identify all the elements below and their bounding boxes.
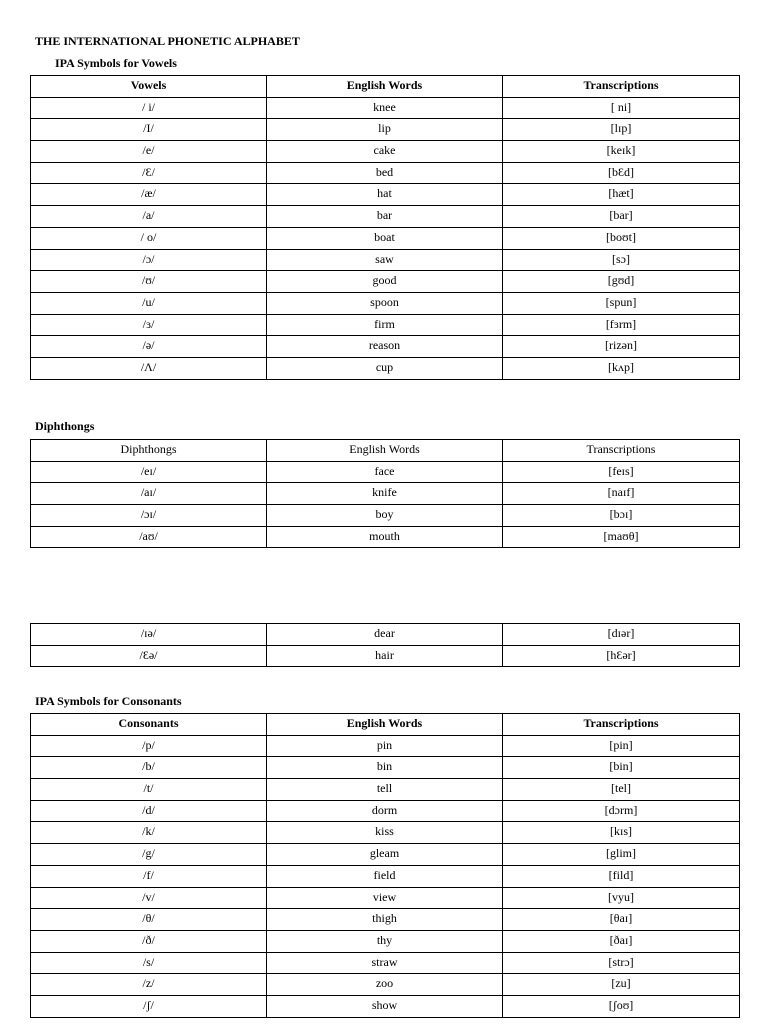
table-row <box>31 909 740 931</box>
transcription-cell: [ ni] <box>503 97 740 119</box>
word-cell: bin <box>267 757 503 779</box>
table-row <box>31 800 740 822</box>
vowels-section-title: IPA Symbols for Vowels <box>55 56 177 70</box>
word-cell: view <box>267 887 503 909</box>
table-row <box>31 271 740 293</box>
word-cell: gleam <box>267 844 503 866</box>
table-row <box>31 97 740 119</box>
word-cell: dear <box>267 624 503 646</box>
symbol-cell: /Ɛ/ <box>31 162 267 184</box>
transcription-cell: [lɪp] <box>503 119 740 141</box>
diphthongs-table <box>30 439 740 548</box>
transcription-cell: [kɪs] <box>503 822 740 844</box>
symbol-cell: /u/ <box>31 292 267 314</box>
table-row <box>31 757 740 779</box>
transcription-cell: [kʌp] <box>503 357 740 379</box>
symbol-cell: /θ/ <box>31 909 267 931</box>
column-header: Consonants <box>31 714 267 736</box>
word-cell: bar <box>267 206 503 228</box>
symbol-cell: /ð/ <box>31 930 267 952</box>
transcription-cell: [hæt] <box>503 184 740 206</box>
consonants-section-title: IPA Symbols for Consonants <box>35 694 182 708</box>
word-cell: zoo <box>267 974 503 996</box>
table-row <box>31 206 740 228</box>
table-row <box>31 735 740 757</box>
symbol-cell: /Ɛə/ <box>31 645 267 667</box>
table-row <box>31 995 740 1017</box>
table-header-row <box>31 76 740 98</box>
transcription-cell: [maʊθ] <box>503 526 740 548</box>
symbol-cell: /v/ <box>31 887 267 909</box>
symbol-cell: /ʃ/ <box>31 995 267 1017</box>
symbol-cell: /aɪ/ <box>31 483 267 505</box>
table-row <box>31 141 740 163</box>
symbol-cell: /s/ <box>31 952 267 974</box>
symbol-cell: /ʊ/ <box>31 271 267 293</box>
word-cell: boat <box>267 227 503 249</box>
word-cell: thigh <box>267 909 503 931</box>
transcription-cell: [ʃoʊ] <box>503 995 740 1017</box>
word-cell: cake <box>267 141 503 163</box>
symbol-cell: /I/ <box>31 119 267 141</box>
table-row <box>31 119 740 141</box>
transcription-cell: [bƐd] <box>503 162 740 184</box>
symbol-cell: /z/ <box>31 974 267 996</box>
symbol-cell: /ɪə/ <box>31 624 267 646</box>
symbol-cell: /b/ <box>31 757 267 779</box>
diphthongs-continued-table <box>30 623 740 667</box>
table-row <box>31 974 740 996</box>
word-cell: kiss <box>267 822 503 844</box>
word-cell: knife <box>267 483 503 505</box>
table-row <box>31 865 740 887</box>
word-cell: dorm <box>267 800 503 822</box>
consonants-table <box>30 713 740 1018</box>
transcription-cell: [zu] <box>503 974 740 996</box>
transcription-cell: [gʊd] <box>503 271 740 293</box>
symbol-cell: /d/ <box>31 800 267 822</box>
transcription-cell: [fild] <box>503 865 740 887</box>
transcription-cell: [vyu] <box>503 887 740 909</box>
word-cell: straw <box>267 952 503 974</box>
column-header: English Words <box>267 714 503 736</box>
transcription-cell: [feɪs] <box>503 461 740 483</box>
table-row <box>31 887 740 909</box>
column-header: Transcriptions <box>503 714 740 736</box>
transcription-cell: [rizən] <box>503 336 740 358</box>
word-cell: cup <box>267 357 503 379</box>
table-row <box>31 162 740 184</box>
word-cell: firm <box>267 314 503 336</box>
table-header-row <box>31 440 740 462</box>
table-row <box>31 336 740 358</box>
transcription-cell: [bar] <box>503 206 740 228</box>
transcription-cell: [θaɪ] <box>503 909 740 931</box>
symbol-cell: /ɔɪ/ <box>31 505 267 527</box>
transcription-cell: [ðaɪ] <box>503 930 740 952</box>
column-header: Transcriptions <box>503 440 740 462</box>
symbol-cell: /ɜ/ <box>31 314 267 336</box>
column-header: English Words <box>267 440 503 462</box>
word-cell: tell <box>267 779 503 801</box>
symbol-cell: /p/ <box>31 735 267 757</box>
word-cell: boy <box>267 505 503 527</box>
symbol-cell: /ɔ/ <box>31 249 267 271</box>
table-row <box>31 461 740 483</box>
transcription-cell: [dɔrm] <box>503 800 740 822</box>
transcription-cell: [bɔɪ] <box>503 505 740 527</box>
word-cell: face <box>267 461 503 483</box>
table-row <box>31 952 740 974</box>
column-header: English Words <box>267 76 503 98</box>
symbol-cell: /k/ <box>31 822 267 844</box>
symbol-cell: /eɪ/ <box>31 461 267 483</box>
transcription-cell: [strɔ] <box>503 952 740 974</box>
word-cell: hat <box>267 184 503 206</box>
transcription-cell: [bin] <box>503 757 740 779</box>
transcription-cell: [dɪər] <box>503 624 740 646</box>
transcription-cell: [glim] <box>503 844 740 866</box>
table-row <box>31 314 740 336</box>
symbol-cell: /t/ <box>31 779 267 801</box>
table-row <box>31 292 740 314</box>
symbol-cell: /e/ <box>31 141 267 163</box>
word-cell: reason <box>267 336 503 358</box>
word-cell: show <box>267 995 503 1017</box>
vowels-table <box>30 75 740 380</box>
table-row <box>31 483 740 505</box>
transcription-cell: [boʊt] <box>503 227 740 249</box>
word-cell: knee <box>267 97 503 119</box>
table-row <box>31 624 740 646</box>
transcription-cell: [keɪk] <box>503 141 740 163</box>
symbol-cell: /ə/ <box>31 336 267 358</box>
symbol-cell: /Ʌ/ <box>31 357 267 379</box>
word-cell: hair <box>267 645 503 667</box>
table-header-row <box>31 714 740 736</box>
table-row <box>31 526 740 548</box>
transcription-cell: [hƐər] <box>503 645 740 667</box>
symbol-cell: /g/ <box>31 844 267 866</box>
transcription-cell: [pin] <box>503 735 740 757</box>
table-row <box>31 249 740 271</box>
table-row <box>31 930 740 952</box>
table-row <box>31 645 740 667</box>
table-row <box>31 779 740 801</box>
transcription-cell: [fɜrm] <box>503 314 740 336</box>
word-cell: thy <box>267 930 503 952</box>
transcription-cell: [tel] <box>503 779 740 801</box>
table-row <box>31 844 740 866</box>
table-row <box>31 822 740 844</box>
symbol-cell: /æ/ <box>31 184 267 206</box>
word-cell: saw <box>267 249 503 271</box>
column-header: Diphthongs <box>31 440 267 462</box>
word-cell: lip <box>267 119 503 141</box>
column-header: Transcriptions <box>503 76 740 98</box>
table-row <box>31 184 740 206</box>
table-row <box>31 505 740 527</box>
document-title: THE INTERNATIONAL PHONETIC ALPHABET <box>35 34 300 48</box>
transcription-cell: [naɪf] <box>503 483 740 505</box>
diphthongs-section-title: Diphthongs <box>35 419 95 433</box>
symbol-cell: /a/ <box>31 206 267 228</box>
table-row <box>31 227 740 249</box>
table-row <box>31 357 740 379</box>
word-cell: field <box>267 865 503 887</box>
symbol-cell: / o/ <box>31 227 267 249</box>
transcription-cell: [spun] <box>503 292 740 314</box>
transcription-cell: [sɔ] <box>503 249 740 271</box>
word-cell: pin <box>267 735 503 757</box>
column-header: Vowels <box>31 76 267 98</box>
word-cell: bed <box>267 162 503 184</box>
symbol-cell: /f/ <box>31 865 267 887</box>
word-cell: spoon <box>267 292 503 314</box>
word-cell: good <box>267 271 503 293</box>
symbol-cell: / i/ <box>31 97 267 119</box>
symbol-cell: /aʊ/ <box>31 526 267 548</box>
word-cell: mouth <box>267 526 503 548</box>
